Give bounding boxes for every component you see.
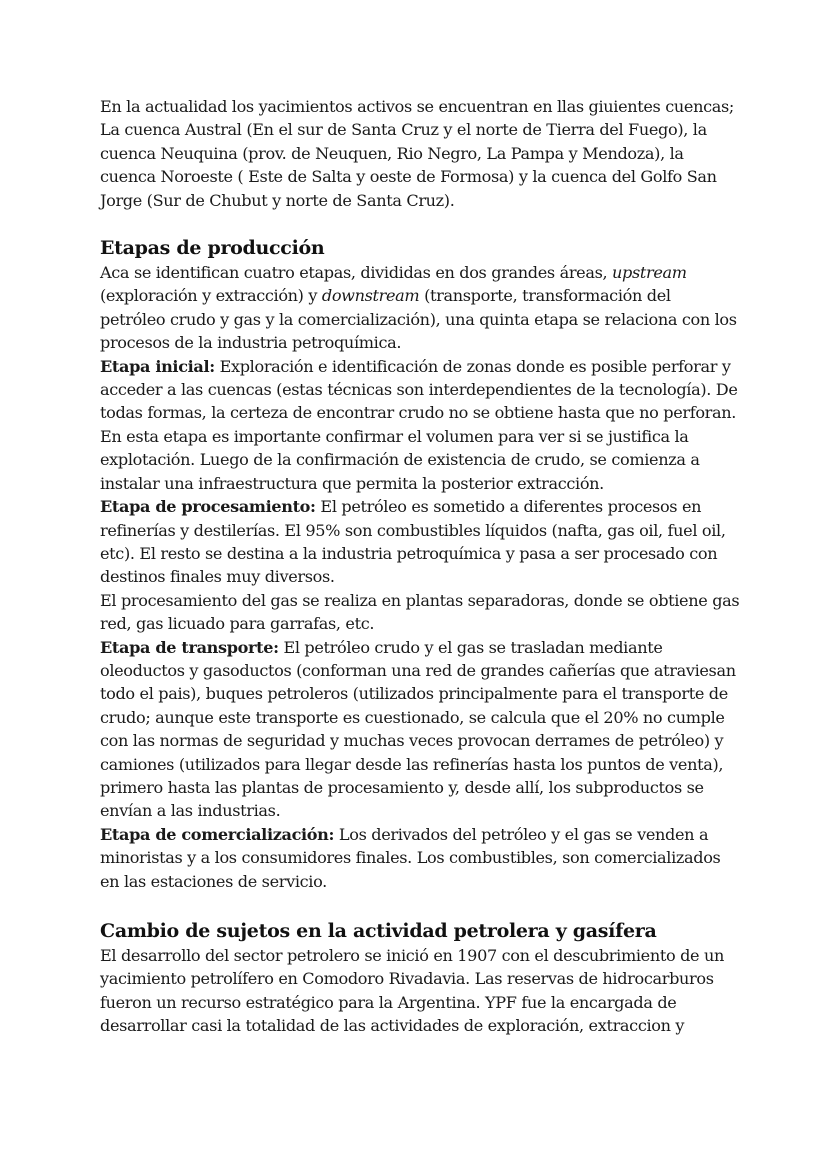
stage-initial-label: Etapa inicial: bbox=[100, 356, 215, 376]
stage-processing-label: Etapa de procesamiento: bbox=[100, 497, 316, 517]
history-paragraph: El desarrollo del sector petrolero se inició en 1907 con el descubrimiento de un yacimiento petrolífero en Comodoro Rivadavia. Las reservas de hidrocarburos fueron un recurso estratégico para la Argentina. YPF fue la encargada de desarrollar casi la totalidad de las actividades de exploración, extraccion y bbox=[100, 946, 724, 1036]
stage-commercial-label: Etapa de comercialización: bbox=[100, 824, 335, 844]
stages-intro-text-3: (transporte, transformación del petróleo crudo y gas y la comercialización), una quinta etapa se relaciona con los procesos de la industria petroquímica. bbox=[100, 286, 737, 353]
stage-initial-extra-paragraph: En esta etapa es importante confirmar el volumen para ver si se justifica la explotación. Luego de la confirmación de existencia de crudo, se comienza a instalar una infraestructura que permita la posterior extracción. bbox=[100, 426, 700, 493]
intro-paragraph: En la actualidad los yacimientos activos se encuentran en llas giuientes cuencas; La cuenca Austral (En el sur de Santa Cruz y el norte de Tierra del Fuego), la cuenca Neuquina (prov. de Neuquen, Rio Negro, La Pampa y Mendoza), la cuenca Noroeste ( Este de Salta y oeste de Formosa) y la cuenca del Golfo San Jorge (Sur de Chubut y norte de Santa Cruz). bbox=[100, 97, 734, 210]
stage-transport-paragraph bbox=[100, 636, 740, 823]
stage-processing-paragraph bbox=[100, 495, 740, 589]
stage-commercial-paragraph bbox=[100, 823, 740, 893]
term-downstream: downstream bbox=[321, 286, 420, 306]
stage-initial-paragraph bbox=[100, 355, 740, 425]
stage-initial-text: Exploración e identificación de zonas donde es posible perforar y acceder a las cuencas (estas técnicas son interdependientes de la tecnología). De todas formas, la certeza de encontrar crudo no se obtiene hasta que no perforan. bbox=[100, 356, 738, 423]
stages-intro-paragraph bbox=[100, 261, 740, 355]
term-upstream: upstream bbox=[612, 263, 687, 283]
heading-production-stages: Etapas de producción bbox=[100, 237, 325, 260]
spacer bbox=[100, 212, 740, 236]
stage-commercial-text: Los derivados del petróleo y el gas se venden a minoristas y a los consumidores finales. Los combustibles, son comercializados en las estaciones de servicio. bbox=[100, 824, 721, 891]
heading-change-of-subjects: Cambio de sujetos en la actividad petrolera y gasífera bbox=[100, 920, 657, 942]
stages-intro-text-1: Aca se identifican cuatro etapas, divididas en dos grandes áreas, bbox=[100, 263, 613, 283]
stage-transport-text: El petróleo crudo y el gas se trasladan mediante oleoductos y gasoductos (conforman una red de grandes cañerías que atraviesan todo el pais), buques petroleros (utilizados principalmente para el transporte de crudo; aunque este transporte es cuestionado, se calcula que el 20% no cumple con las normas de seguridad y muchas veces provocan derrames de petróleo) y camiones (utilizados para llegar desde las refinerías hasta los puntos de venta), primero hasta las plantas de procesamiento y, desde allí, los subproductos se envían a las industrias. bbox=[100, 637, 736, 821]
stage-transport-label: Etapa de transporte: bbox=[100, 637, 279, 657]
spacer bbox=[100, 893, 740, 919]
stages-intro-text-2: (exploración y extracción) y bbox=[100, 286, 322, 306]
document-page bbox=[100, 95, 740, 1038]
stage-processing-text: El petróleo es sometido a diferentes procesos en refinerías y destilerías. El 95% son combustibles líquidos (nafta, gas oil, fuel oil, etc). El resto se destina a la industria petroquímica y pasa a ser procesado con destinos finales muy diversos. bbox=[100, 497, 726, 587]
stage-processing-extra-paragraph: El procesamiento del gas se realiza en plantas separadoras, donde se obtiene gas red, gas licuado para garrafas, etc. bbox=[100, 590, 740, 634]
